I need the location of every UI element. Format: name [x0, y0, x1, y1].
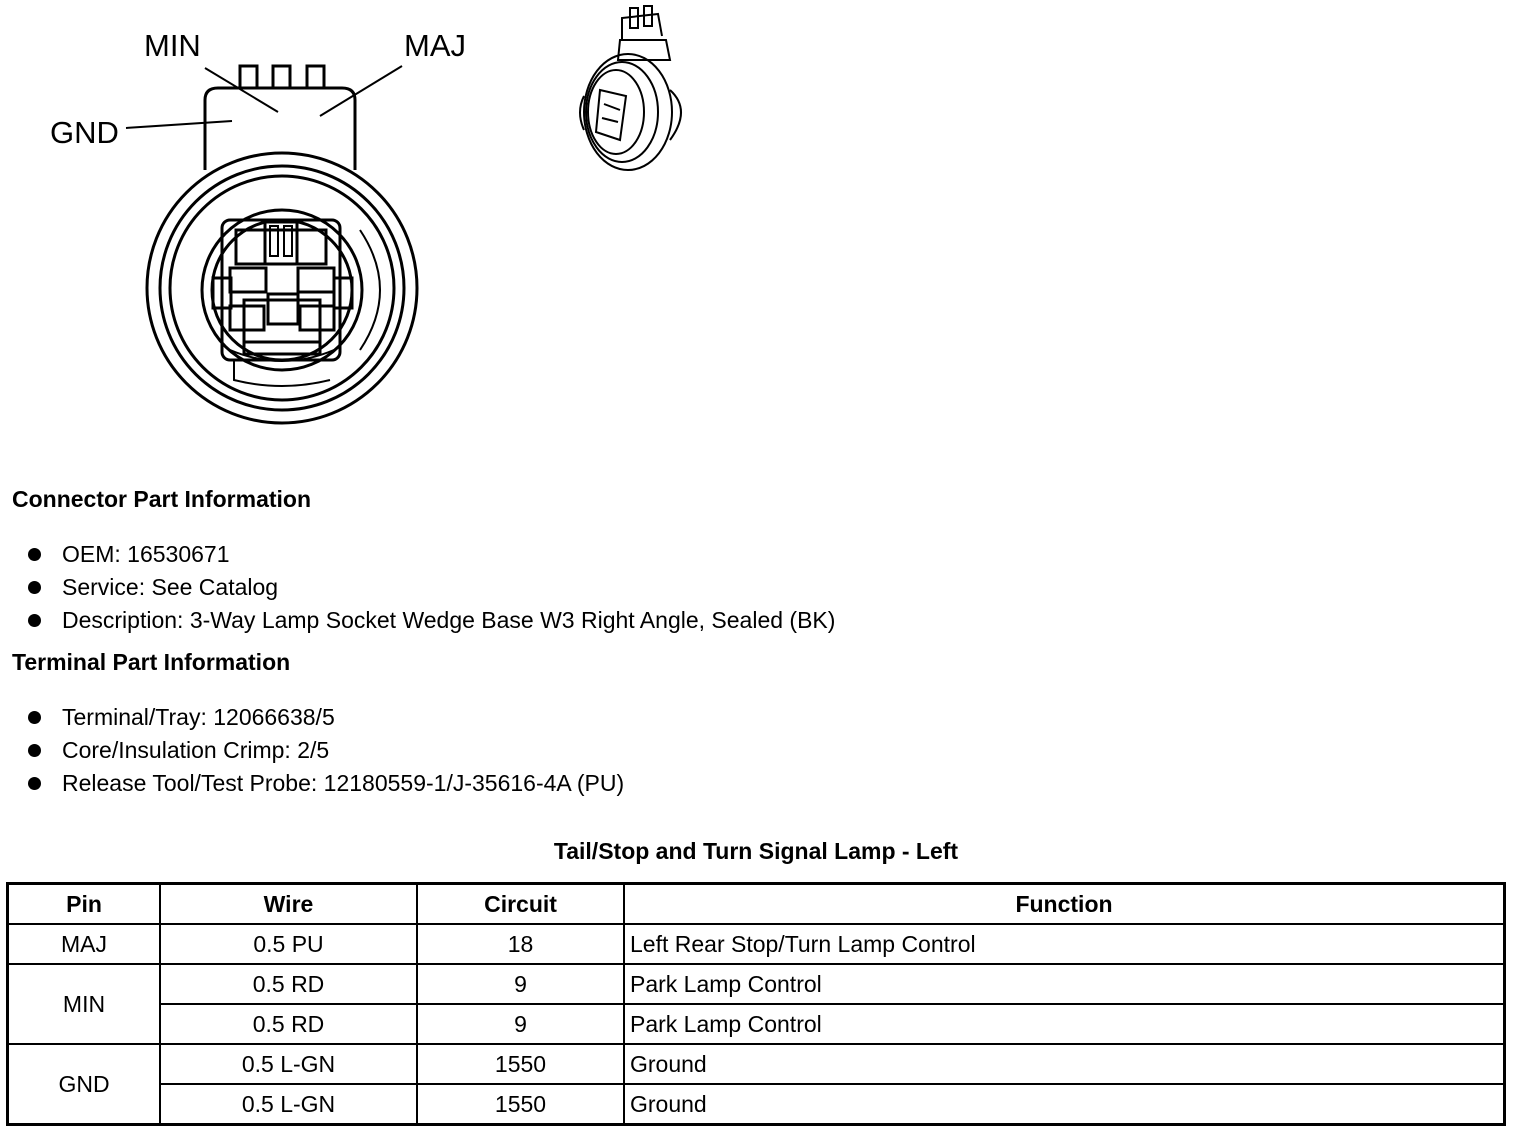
table-row — [8, 1044, 1505, 1084]
pin-cell: MIN — [8, 964, 161, 1044]
circuit-cell: 1550 — [417, 1084, 624, 1125]
connector-face-diagram — [0, 0, 520, 440]
function-cell: Left Rear Stop/Turn Lamp Control — [624, 924, 1505, 964]
connector-info-list — [28, 538, 835, 637]
table-title: Tail/Stop and Turn Signal Lamp - Left — [553, 838, 959, 864]
connector-description: Description: 3-Way Lamp Socket Wedge Base W3 Right Angle, Sealed (BK) — [28, 604, 835, 637]
terminal-release-tool: Release Tool/Test Probe: 12180559-1/J-35616-4A (PU) — [28, 767, 624, 800]
pin-cell: MAJ — [8, 924, 161, 964]
function-cell: Ground — [624, 1044, 1505, 1084]
table-header-row — [8, 884, 1505, 925]
pin-cell: GND — [8, 1044, 161, 1125]
terminal-info-list — [28, 701, 624, 800]
label-min: MIN — [144, 28, 201, 63]
label-maj: MAJ — [404, 28, 466, 63]
terminal-tray: Terminal/Tray: 12066638/5 — [28, 701, 624, 734]
header-wire: Wire — [160, 884, 417, 925]
wire-cell: 0.5 RD — [160, 964, 417, 1004]
table-row — [8, 924, 1505, 964]
circuit-cell: 9 — [417, 1004, 624, 1044]
function-cell: Ground — [624, 1084, 1505, 1125]
circuit-cell: 9 — [417, 964, 624, 1004]
header-pin: Pin — [8, 884, 161, 925]
header-circuit: Circuit — [417, 884, 624, 925]
table-row — [8, 964, 1505, 1004]
wire-cell: 0.5 RD — [160, 1004, 417, 1044]
wire-cell: 0.5 L-GN — [160, 1044, 417, 1084]
circuit-cell: 18 — [417, 924, 624, 964]
pinout-table — [6, 882, 1506, 1126]
terminal-crimp: Core/Insulation Crimp: 2/5 — [28, 734, 624, 767]
circuit-cell: 1550 — [417, 1044, 624, 1084]
connector-oem: OEM: 16530671 — [28, 538, 835, 571]
header-function: Function — [624, 884, 1505, 925]
terminal-info-title: Terminal Part Information — [12, 649, 291, 675]
function-cell: Park Lamp Control — [624, 1004, 1505, 1044]
table-row — [8, 1004, 1505, 1044]
connector-service: Service: See Catalog — [28, 571, 835, 604]
wire-cell: 0.5 PU — [160, 924, 417, 964]
table-row — [8, 1084, 1505, 1125]
function-cell: Park Lamp Control — [624, 964, 1505, 1004]
connector-info-title: Connector Part Information — [12, 486, 312, 512]
label-gnd: GND — [50, 115, 119, 150]
socket-perspective-diagram — [570, 0, 710, 180]
wire-cell: 0.5 L-GN — [160, 1084, 417, 1125]
